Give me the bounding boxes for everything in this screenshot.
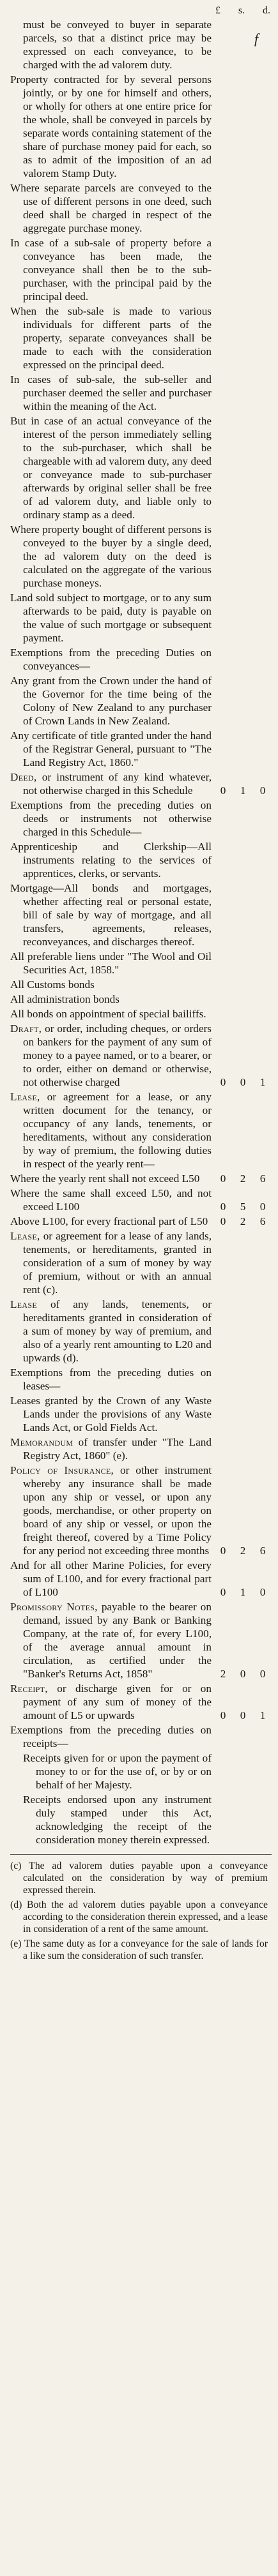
entry-body: of any lands, tenements, or hereditaments granted in consideration of a sum of money by way of premium, and also of a yearly rent amounting to L20 and upwards (d). — [23, 1298, 212, 1364]
entry-heading: Draft, — [10, 1022, 42, 1035]
entry-amount — [215, 1709, 272, 1722]
entry-amount — [215, 784, 272, 797]
amount-pounds: 0 — [220, 1076, 226, 1088]
entry-body: But in case of an actual conveyance of the interest of the person immediately selling to the sub-purchaser, which shall be chargeable with ad valorem duty, any deed or conveyance made to sub-purchaser afterwards by original seller shall be free of ad valorem duty, and liable only to ordinary stamp as a deed. — [10, 415, 212, 521]
entry-body: Exemptions from the preceding Duties on conveyances— — [10, 647, 212, 672]
entry-body: Exemptions from the preceding duties on leases— — [10, 1367, 212, 1392]
schedule-entry — [10, 373, 272, 413]
entry-body: must be conveyed to buyer in separate parcels, so that a distinct price may be expressed on each conveyance, to be charged with the ad valorem duty. — [23, 19, 212, 71]
amount-pounds: 0 — [220, 784, 226, 797]
currency-column-header — [10, 4, 272, 18]
schedule-entry — [10, 18, 272, 71]
entry-body: Above L100, for every fractional part of L50 — [10, 1215, 208, 1227]
schedule-entry — [10, 992, 272, 1006]
amount-pence: 0 — [259, 1586, 266, 1598]
amount-pounds: 0 — [220, 1545, 226, 1557]
amount-shillings: 0 — [240, 1668, 246, 1680]
footnote: (d) Both the ad valorem duties payable upon a conveyance according to the consideration therein expressed, and a lease in consideration of a rent of the same amount. — [10, 1899, 268, 1935]
entry-body: Any certificate of title granted under the hand of the Registrar General, pursuant to "The Land Registry Act, 1860." — [10, 730, 212, 768]
schedule-entry — [10, 729, 272, 769]
entry-heading: Memorandum — [10, 1436, 73, 1448]
footnote: (e) The same duty as for a conveyance for the sale of lands for a like sum the consideration of such transfer. — [10, 1938, 268, 1961]
entry-text — [10, 1559, 215, 1599]
footnote: (c) The ad valorem duties payable upon a conveyance calculated on the consideration by way of premium expressed therein. — [10, 1861, 268, 1896]
schedule-entry — [10, 674, 272, 728]
entry-text — [10, 181, 215, 235]
entry-text — [10, 1187, 215, 1213]
marginal-mark: f — [254, 31, 259, 47]
amount-pence: 6 — [259, 1215, 266, 1227]
entry-text — [10, 1022, 215, 1089]
schedule-entry — [10, 1435, 272, 1462]
entry-amount — [215, 1215, 272, 1228]
entry-text — [10, 1172, 215, 1185]
entry-amount — [215, 1585, 272, 1599]
entry-text — [10, 729, 215, 769]
pounds-header: £ — [215, 5, 220, 16]
footnote-rule — [10, 1854, 272, 1855]
schedule-entry — [10, 1559, 272, 1599]
amount-shillings: 2 — [240, 1545, 246, 1557]
entry-heading: Lease, — [10, 1230, 40, 1242]
entry-text — [10, 646, 215, 673]
entry-text — [10, 373, 215, 413]
entry-heading: Policy of Insurance, — [10, 1464, 114, 1476]
entry-body: All Customs bonds — [10, 978, 95, 991]
entry-amount — [215, 1667, 272, 1681]
amount-pence: 6 — [259, 1172, 266, 1185]
amount-shillings: 1 — [240, 1586, 246, 1598]
entry-body: of transfer under "The Land Registry Act, 1860" (e). — [23, 1436, 212, 1462]
schedule-entry — [10, 1022, 272, 1089]
amount-pounds: 0 — [220, 1201, 226, 1213]
amount-pounds: 0 — [220, 1172, 226, 1185]
entry-body: Apprenticeship and Clerkship—All instruments relating to the services of apprentices, clerks, or servants. — [10, 841, 212, 880]
entry-text — [10, 1600, 215, 1681]
entry-text — [10, 414, 215, 521]
entry-text — [10, 73, 215, 180]
amount-pence: 0 — [259, 1201, 266, 1213]
entry-amount — [215, 1200, 272, 1213]
entry-body: And for all other Marine Policies, for every sum of L100, and for every fractional part of L100 — [10, 1559, 212, 1598]
schedule-entry — [10, 1007, 272, 1021]
schedule-entry — [10, 1172, 272, 1185]
entry-heading: Receipt, — [10, 1682, 48, 1695]
entry-text — [10, 1435, 215, 1462]
schedule-entry — [10, 770, 272, 797]
entry-body: or agreement for a lease, or any written document for the tenancy, or occupancy of any lands, tenements, or hereditaments, without any consideration by way of premium, the following duties in respect of the yearly rent— — [23, 1091, 212, 1170]
entry-body: Any grant from the Crown under the hand of the Governor for the time being of the Colony of New Zealand to any purchaser of Crown Lands in New Zealand. — [10, 675, 212, 727]
entry-body: Receipts endorsed upon any instrument duly stamped under this Act, acknowledging the receipt of the consideration money therein expressed. — [23, 1793, 212, 1846]
entry-text — [10, 950, 215, 977]
entry-body: In cases of sub-sale, the sub-seller and purchaser deemed the seller and purchaser within the meaning of the Act. — [10, 373, 212, 412]
amount-pounds: 2 — [220, 1668, 226, 1680]
entry-body: Land sold subject to mortgage, or to any sum afterwards to be paid, duty is payable on the value of such mortgage or subsequent payment. — [10, 592, 212, 644]
amount-pence: 6 — [259, 1545, 266, 1557]
entry-body: Property contracted for by several persons jointly, or by one for himself and others, or wholly for others at one entire price for the whole, shall be conveyed in parcels by separate words containing statement of the share of purchase money paid for each, so as to admit of the imposition of an ad valorem Stamp Duty. — [10, 73, 212, 179]
schedule-entry — [10, 1187, 272, 1213]
entry-text — [10, 1366, 215, 1393]
entry-body: When the sub-sale is made to various individuals for different parts of the property, separate conveyances shall be made to each with the consideration expressed on the principal deed. — [10, 305, 212, 371]
entry-text — [10, 674, 215, 728]
entry-text — [10, 1007, 215, 1021]
schedule-entry — [10, 1751, 272, 1792]
entry-heading: Lease — [10, 1298, 37, 1310]
entry-body: All preferable liens under "The Wool and Oil Securities Act, 1858." — [10, 950, 212, 976]
entry-body: or order, including cheques, or orders on bankers for the payment of any sum of money to a payee named, or to a bearer, or to order, either on demand or otherwise, not otherwise charged — [23, 1022, 212, 1088]
entry-text — [10, 1298, 215, 1365]
amount-pence: 0 — [259, 784, 266, 797]
schedule-entry — [10, 646, 272, 673]
entry-body: or agreement for a lease of any lands, tenements, or hereditaments, granted in consideration of a sum of money by way of premium, without or with an annual rent (c). — [23, 1230, 212, 1296]
entry-body: In case of a sub-sale of property before a conveyance has been made, the conveyance shall then be to the sub-purchaser, with the principal paid by the principal deed. — [10, 237, 212, 303]
entry-text — [10, 798, 215, 839]
schedule-entry — [10, 236, 272, 303]
schedule-entry — [10, 73, 272, 180]
entry-body: or other instrument whereby any insurance shall be made upon any ship or vessel, or upon any goods, merchandise, or other property on board of any ship or vessel, or upon the freight thereof, covered by a Time Policy for any period not exceeding three months — [23, 1464, 212, 1557]
amount-shillings: 5 — [240, 1201, 246, 1213]
schedule-entry — [10, 1793, 272, 1846]
schedule-entries — [10, 18, 272, 1848]
schedule-entry — [10, 181, 272, 235]
amount-pounds: 0 — [220, 1586, 226, 1598]
entry-text — [10, 1751, 215, 1792]
schedule-entry — [10, 1215, 272, 1228]
entry-body: Where the same shall exceed L50, and not exceed L100 — [10, 1187, 212, 1213]
entry-body: payable to the bearer on demand, issued by any Bank or Banking Company, at the rate of, for every L100, of the average annual amount in circulation, as certified under the "Banker's Returns Act, 1858" — [23, 1601, 212, 1680]
amount-shillings: 0 — [240, 1709, 246, 1721]
entry-body: Exemptions from the preceding duties on deeds or instruments not otherwise charged in this Schedule— — [10, 799, 212, 838]
shillings-header: s. — [238, 5, 245, 16]
entry-text — [10, 1090, 215, 1171]
schedule-entry — [10, 523, 272, 590]
entry-amount — [215, 1075, 272, 1089]
amount-pence: 1 — [259, 1076, 266, 1088]
entry-body: Leases granted by the Crown of any Waste Lands under the provisions of any Waste Lands Act, or Gold Fields Act. — [10, 1395, 212, 1434]
entry-text — [10, 18, 215, 71]
entry-text — [10, 1682, 215, 1722]
entry-body: Where separate parcels are conveyed to the use of different persons in one deed, such deed shall be charged in respect of the aggregate purchase money. — [10, 182, 212, 234]
entry-text — [10, 770, 215, 797]
entry-text — [10, 236, 215, 303]
entry-text — [10, 523, 215, 590]
schedule-entry — [10, 950, 272, 977]
entry-text — [10, 1215, 215, 1228]
amount-shillings: 2 — [240, 1215, 246, 1227]
entry-text — [10, 1464, 215, 1557]
entry-body: All administration bonds — [10, 993, 120, 1005]
entry-text — [10, 1394, 215, 1434]
entry-text — [10, 1229, 215, 1296]
schedule-entry — [10, 881, 272, 948]
schedule-entry — [10, 1229, 272, 1296]
entry-body: or discharge given for or on payment of any sum of money of the amount of L5 or upwards — [23, 1682, 212, 1721]
entry-body: or instrument of any kind whatever, not otherwise charged in this Schedule — [23, 771, 212, 797]
entry-body: Where the yearly rent shall not exceed L50 — [10, 1172, 200, 1185]
schedule-entry — [10, 1366, 272, 1393]
entry-body: Exemptions from the preceding duties on receipts— — [10, 1724, 212, 1749]
amount-pounds: 0 — [220, 1215, 226, 1227]
entry-body: Mortgage—All bonds and mortgages, whether affecting real or personal estate, bill of sale by way of mortgage, and all transfers, agreements, releases, reconveyances, and discharges thereof. — [10, 882, 212, 948]
entry-body: Receipts given for or upon the payment of money to or for the use of, or by or on behalf of her Majesty. — [23, 1752, 212, 1791]
entry-heading: Deed, — [10, 771, 37, 783]
entry-text — [10, 1793, 215, 1846]
amount-shillings: 1 — [240, 784, 246, 797]
schedule-entry — [10, 1090, 272, 1171]
entry-text — [10, 881, 215, 948]
entry-text — [10, 978, 215, 991]
entry-amount — [215, 1172, 272, 1185]
entry-text — [10, 992, 215, 1006]
entry-body: Where property bought of different persons is conveyed to the buyer by a single deed, the ad valorem duty on the deed is calculated on the aggregate of the various purchase moneys. — [10, 523, 212, 589]
schedule-entry — [10, 1723, 272, 1750]
schedule-entry — [10, 1394, 272, 1434]
footnotes — [10, 1860, 272, 1962]
entry-body: All bonds on appointment of special bailiffs. — [10, 1008, 206, 1020]
amount-shillings: 2 — [240, 1172, 246, 1185]
entry-text — [10, 840, 215, 880]
schedule-entry — [10, 591, 272, 645]
entry-text — [10, 1723, 215, 1750]
schedule-entry — [10, 414, 272, 521]
amount-shillings: 0 — [240, 1076, 246, 1088]
schedule-entry — [10, 1600, 272, 1681]
schedule-entry — [10, 798, 272, 839]
schedule-entry — [10, 1682, 272, 1722]
amount-pence: 0 — [259, 1668, 266, 1680]
entry-heading: Promissory Notes, — [10, 1601, 98, 1613]
schedule-entry — [10, 1464, 272, 1557]
entry-amount — [215, 1544, 272, 1557]
schedule-entry — [10, 1298, 272, 1365]
entry-heading: Lease, — [10, 1091, 40, 1103]
schedule-entry — [10, 304, 272, 371]
amount-pounds: 0 — [220, 1709, 226, 1721]
pence-header: d. — [262, 5, 270, 16]
entry-text — [10, 591, 215, 645]
schedule-entry — [10, 978, 272, 991]
entry-text — [10, 304, 215, 371]
schedule-entry — [10, 840, 272, 880]
amount-pence: 1 — [259, 1709, 266, 1721]
